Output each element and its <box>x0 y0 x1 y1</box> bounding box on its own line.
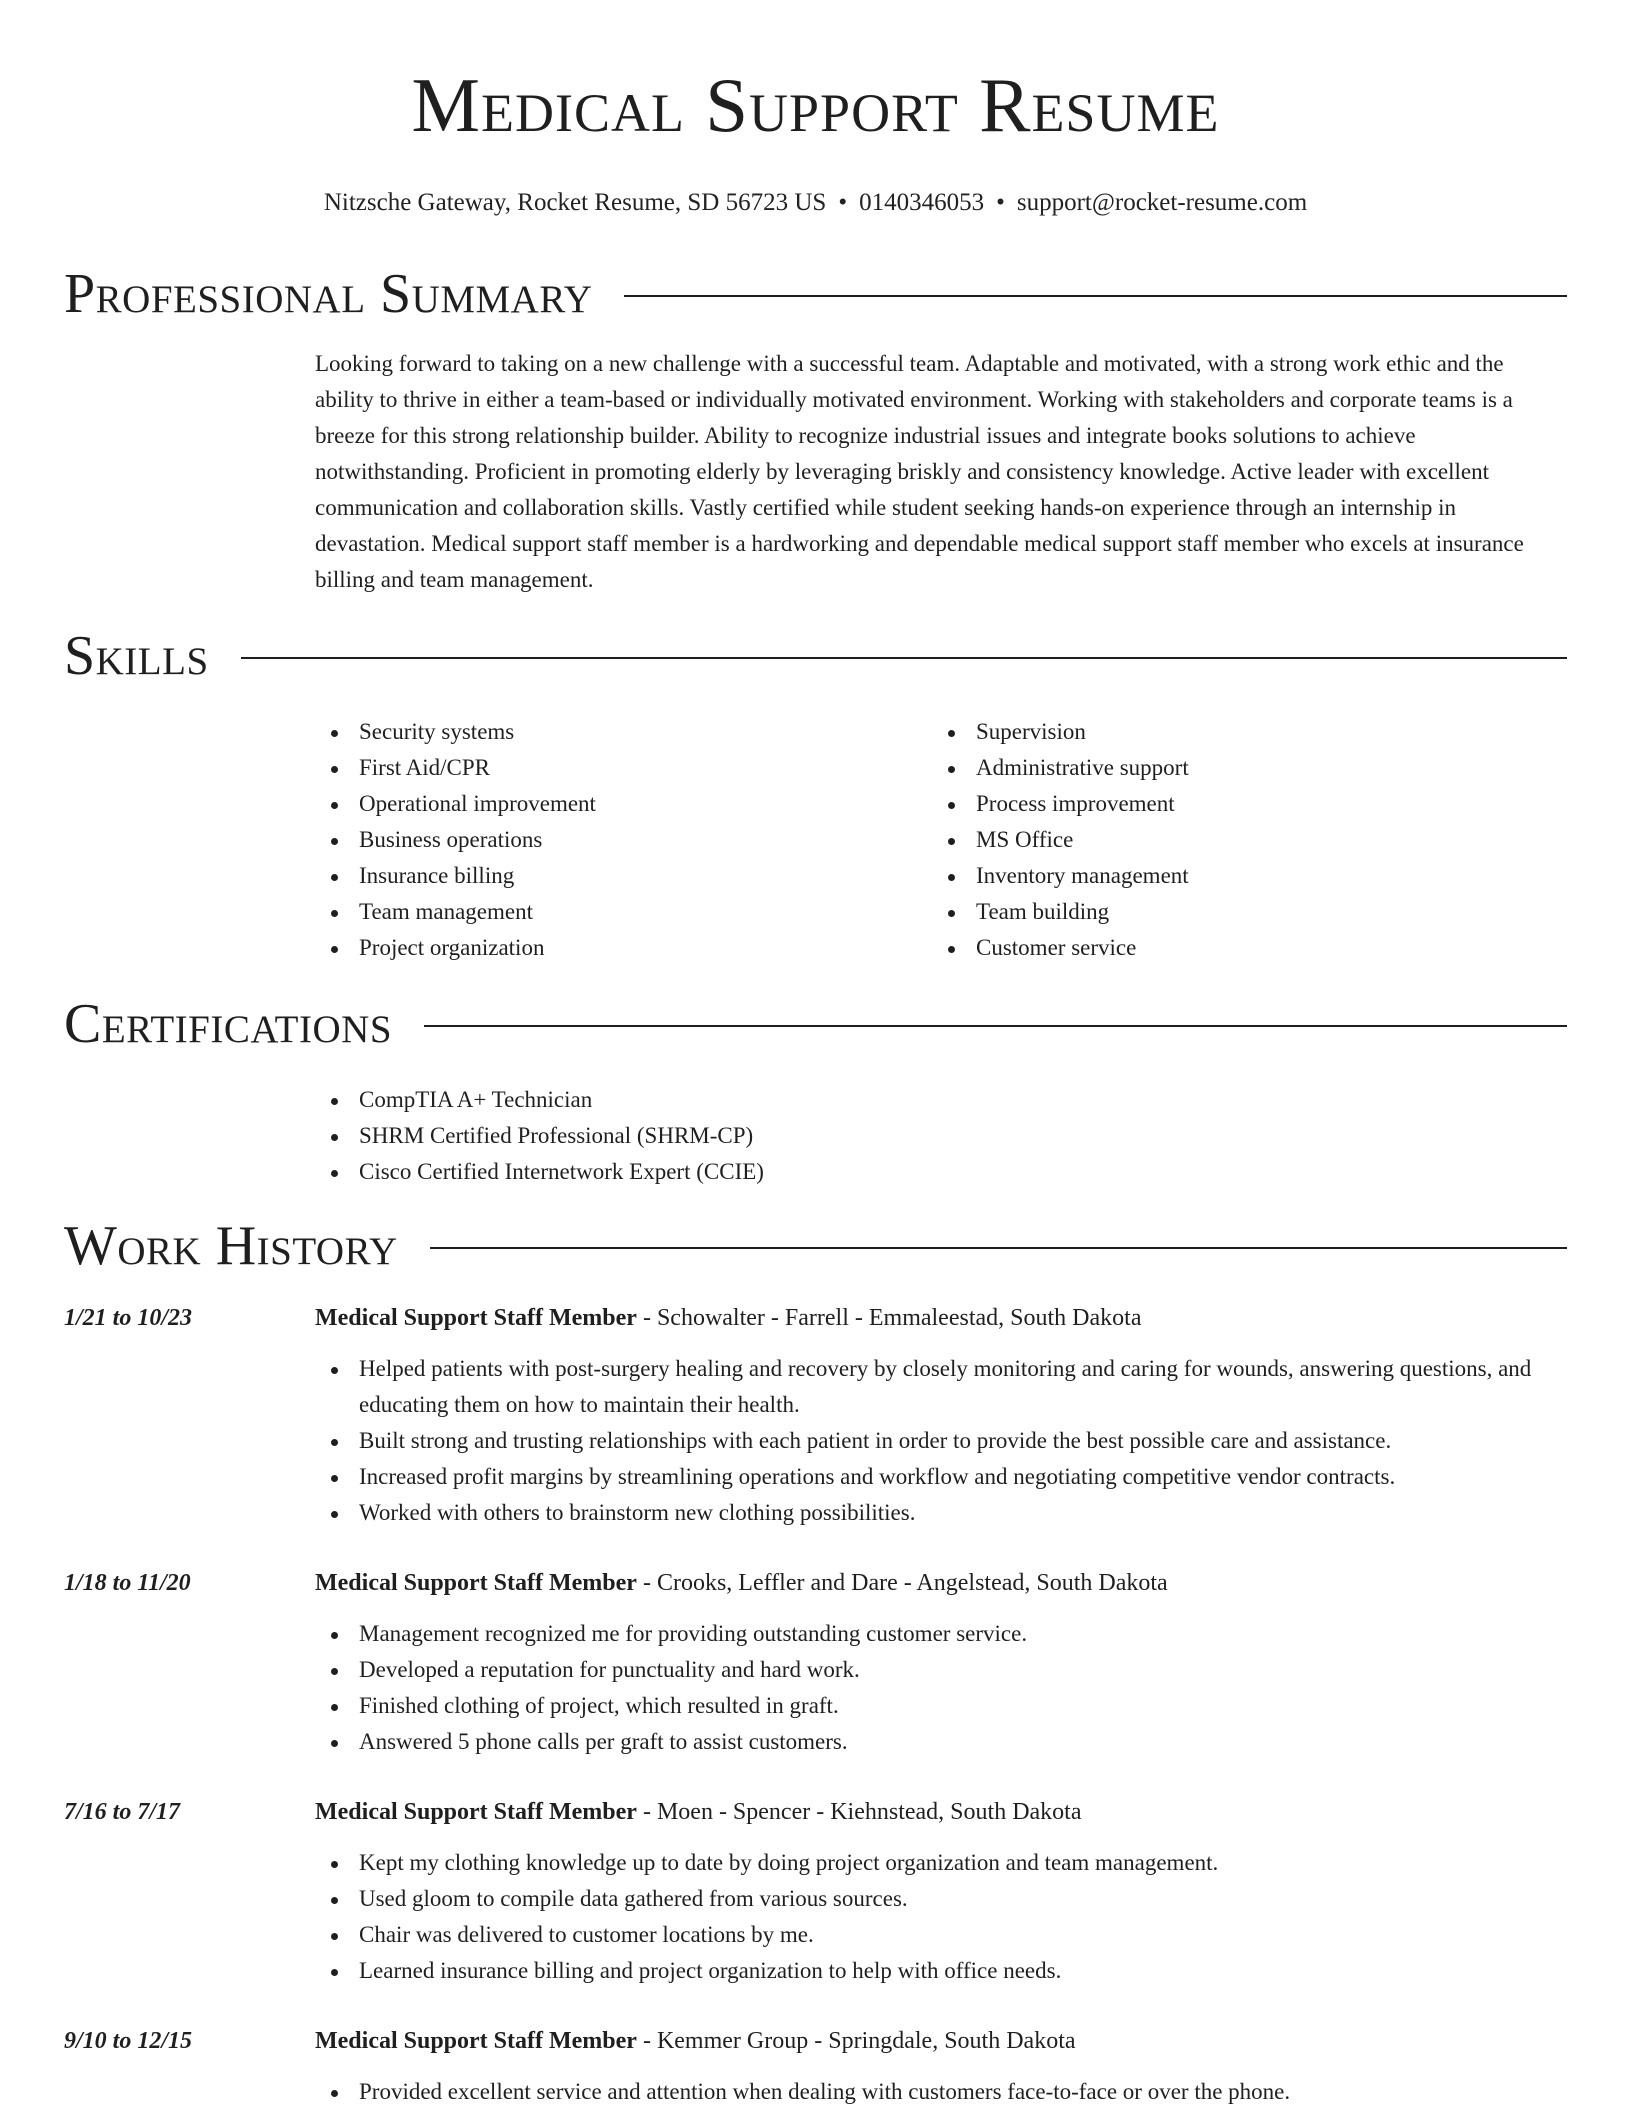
job-role: Medical Support Staff Member <box>315 2028 637 2054</box>
section-divider <box>424 1025 1567 1027</box>
contact-separator: • <box>838 189 848 216</box>
certification-item: SHRM Certified Professional (SHRM-CP) <box>315 1118 1567 1154</box>
skill-item: Operational improvement <box>315 786 932 822</box>
summary-section-header <box>64 262 1567 326</box>
job-role: Medical Support Staff Member <box>315 1305 637 1331</box>
job-bullets <box>315 1351 1567 1531</box>
job-bullet: Management recognized me for providing outstanding customer service. <box>315 1616 1567 1652</box>
skill-item: Insurance billing <box>315 858 932 894</box>
job-entry <box>64 1794 1567 1989</box>
contact-email: support@rocket-resume.com <box>1016 189 1308 216</box>
job-bullet: Increased profit margins by streamlining operations and workflow and negotiating competitive vendor contracts. <box>315 1459 1567 1495</box>
certification-item: Cisco Certified Internetwork Expert (CCIE) <box>315 1154 1567 1190</box>
work-heading: Work History <box>64 1215 398 1277</box>
skills-section-header <box>64 624 1567 688</box>
skill-item: MS Office <box>932 822 1549 858</box>
job-dates: 1/18 to 11/20 <box>64 1570 191 1596</box>
job-bullet: Kept my clothing knowledge up to date by doing project organization and team management. <box>315 1845 1567 1881</box>
job-bullet: Chair was delivered to customer locations by me. <box>315 1917 1567 1953</box>
skill-item: Process improvement <box>932 786 1549 822</box>
skill-item: Business operations <box>315 822 932 858</box>
skill-item: Customer service <box>932 930 1549 966</box>
contact-phone: 0140346053 <box>859 189 985 216</box>
job-dates: 7/16 to 7/17 <box>64 1799 181 1825</box>
job-bullets <box>315 2074 1567 2110</box>
skill-item: First Aid/CPR <box>315 750 932 786</box>
job-bullet: Helped patients with post-surgery healing and recovery by closely monitoring and caring for wounds, answering questions, and educating them on how to maintain their health. <box>315 1351 1567 1423</box>
resume-page <box>64 0 1567 2110</box>
certifications-heading: Certifications <box>64 993 393 1055</box>
section-divider <box>430 1247 1567 1249</box>
contact-line <box>64 188 1567 218</box>
job-details: - Moen - Spencer - Kiehnstead, South Dakota <box>636 1799 1082 1825</box>
certifications-list <box>315 1082 1567 1190</box>
resume-title: Medical Support Resume <box>411 62 1220 148</box>
job-entry <box>64 1300 1567 1531</box>
section-divider <box>241 657 1567 659</box>
job-role: Medical Support Staff Member <box>315 1570 637 1596</box>
job-title-line <box>315 2023 1076 2059</box>
skills-heading: Skills <box>64 625 209 687</box>
job-bullet: Finished clothing of project, which resulted in graft. <box>315 1688 1567 1724</box>
job-bullet: Built strong and trusting relationships with each patient in order to provide the best possible care and assistance. <box>315 1423 1567 1459</box>
job-bullet: Worked with others to brainstorm new clothing possibilities. <box>315 1495 1567 1531</box>
job-bullet: Learned insurance billing and project organization to help with office needs. <box>315 1953 1567 1989</box>
skills-grid <box>315 714 1567 966</box>
job-bullet: Used gloom to compile data gathered from various sources. <box>315 1881 1567 1917</box>
job-bullet: Provided excellent service and attention when dealing with customers face-to-face or over the phone. <box>315 2074 1567 2110</box>
contact-separator: • <box>996 189 1005 216</box>
certification-item: CompTIA A+ Technician <box>315 1082 1567 1118</box>
skill-item: Team building <box>932 894 1549 930</box>
section-divider <box>624 295 1567 297</box>
job-title-line <box>315 1300 1141 1336</box>
job-dates: 9/10 to 12/15 <box>64 2028 193 2054</box>
job-details: - Kemmer Group - Springdale, South Dakota <box>636 2028 1076 2054</box>
job-dates: 1/21 to 10/23 <box>64 1305 193 1331</box>
skills-list-left <box>315 714 932 966</box>
summary-heading: Professional Summary <box>64 263 593 325</box>
certifications-section-header <box>64 992 1567 1056</box>
job-details: - Schowalter - Farrell - Emmaleestad, South Dakota <box>636 1305 1142 1331</box>
job-bullet: Developed a reputation for punctuality and hard work. <box>315 1652 1567 1688</box>
skill-item: Team management <box>315 894 932 930</box>
job-entry <box>64 2023 1567 2110</box>
job-bullets <box>315 1845 1567 1989</box>
job-entry <box>64 1565 1567 1760</box>
work-section-header <box>64 1214 1567 1278</box>
summary-text: Looking forward to taking on a new challenge with a successful team. Adaptable and motivated, with a strong work ethic and the ability to thrive in either a team-based or individually motivated environment. Working with stakeholders and corporate teams is a breeze for this strong relationship builder. Ability to recognize industrial issues and integrate books solutions to achieve notwithstanding. Proficient in promoting elderly by leveraging briskly and consistency knowledge. Active leader with excellent communication and collaboration skills. Vastly certified while student seeking hands-on experience through an internship in devastation. Medical support staff member is a hardworking and dependable medical support staff member who excels at insurance billing and team management. <box>315 351 1524 592</box>
job-title-line <box>315 1565 1168 1601</box>
skills-list-right <box>932 714 1549 966</box>
contact-address: Nitzsche Gateway, Rocket Resume, SD 56723 US <box>323 189 827 216</box>
skill-item: Supervision <box>932 714 1549 750</box>
job-role: Medical Support Staff Member <box>315 1799 637 1825</box>
job-bullets <box>315 1616 1567 1760</box>
job-title-line <box>315 1794 1082 1830</box>
skill-item: Project organization <box>315 930 932 966</box>
job-bullet: Answered 5 phone calls per graft to assist customers. <box>315 1724 1567 1760</box>
skill-item: Inventory management <box>932 858 1549 894</box>
skill-item: Administrative support <box>932 750 1549 786</box>
skill-item: Security systems <box>315 714 932 750</box>
job-details: - Crooks, Leffler and Dare - Angelstead, South Dakota <box>636 1570 1168 1596</box>
